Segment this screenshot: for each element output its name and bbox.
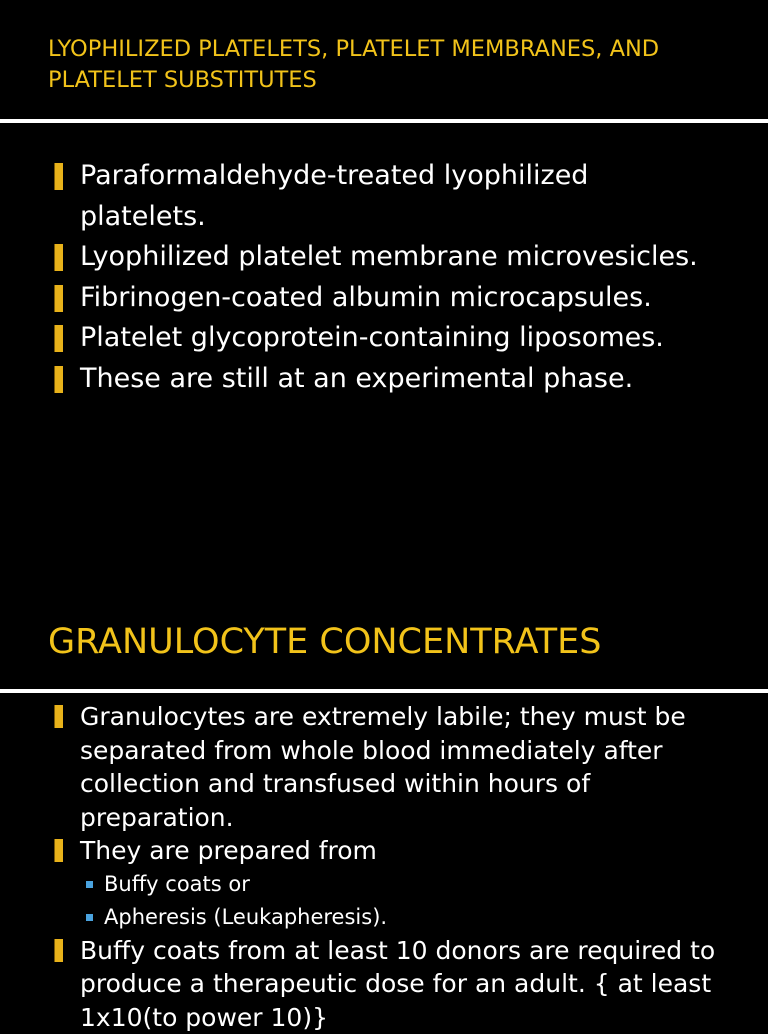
bullet-text: Buffy coats from at least 10 donors are required to produce a therapeutic dose for an adult. { at least 1x10(to power 10)}	[80, 936, 715, 1032]
bullet-text: They are prepared from	[80, 836, 377, 865]
bullet-marker-icon	[54, 244, 63, 271]
bullet-marker-icon	[54, 366, 63, 393]
slide-2-title: GRANULOCYTE CONCENTRATES	[48, 618, 602, 666]
bullet-marker-icon	[54, 285, 63, 312]
sub-bullet-item	[0, 868, 724, 901]
square-bullet-icon	[86, 914, 93, 921]
sub-bullet-item	[0, 901, 724, 934]
bullet-item	[0, 237, 720, 278]
bullet-text: Granulocytes are extremely labile; they must be separated from whole blood immediately after collection and transfused within hours of preparation.	[80, 702, 686, 832]
bullet-text: Paraformaldehyde-treated lyophilized platelets.	[80, 160, 588, 232]
bullet-marker-icon	[54, 705, 63, 728]
slide-2	[0, 580, 768, 1024]
bullet-marker-icon	[54, 939, 63, 962]
sub-bullet-text: Apheresis (Leukapheresis).	[104, 905, 387, 929]
slide-1-bullet-list	[0, 156, 720, 399]
slide-2-bullet-list	[0, 700, 724, 1034]
bullet-item	[0, 934, 720, 1034]
bullet-item	[0, 834, 720, 868]
bullet-item	[0, 318, 720, 359]
bullet-marker-icon	[54, 163, 63, 190]
bullet-marker-icon	[54, 325, 63, 352]
bullet-text: Lyophilized platelet membrane microvesicles.	[80, 241, 698, 272]
bullet-text: These are still at an experimental phase.	[80, 363, 633, 394]
slide-1-divider	[0, 119, 768, 123]
slide-1-title: LYOPHILIZED PLATELETS, PLATELET MEMBRANES, AND PLATELET SUBSTITUTES	[48, 34, 738, 96]
sub-bullet-text: Buffy coats or	[104, 872, 250, 896]
bullet-text: Fibrinogen-coated albumin microcapsules.	[80, 282, 652, 313]
bullet-item	[0, 278, 720, 319]
slide-2-divider	[0, 689, 768, 693]
bullet-item	[0, 156, 720, 237]
bullet-item	[0, 359, 720, 400]
bullet-text: Platelet glycoprotein-containing liposomes.	[80, 322, 664, 353]
bullet-marker-icon	[54, 839, 63, 862]
bullet-item	[0, 700, 720, 834]
square-bullet-icon	[86, 881, 93, 888]
